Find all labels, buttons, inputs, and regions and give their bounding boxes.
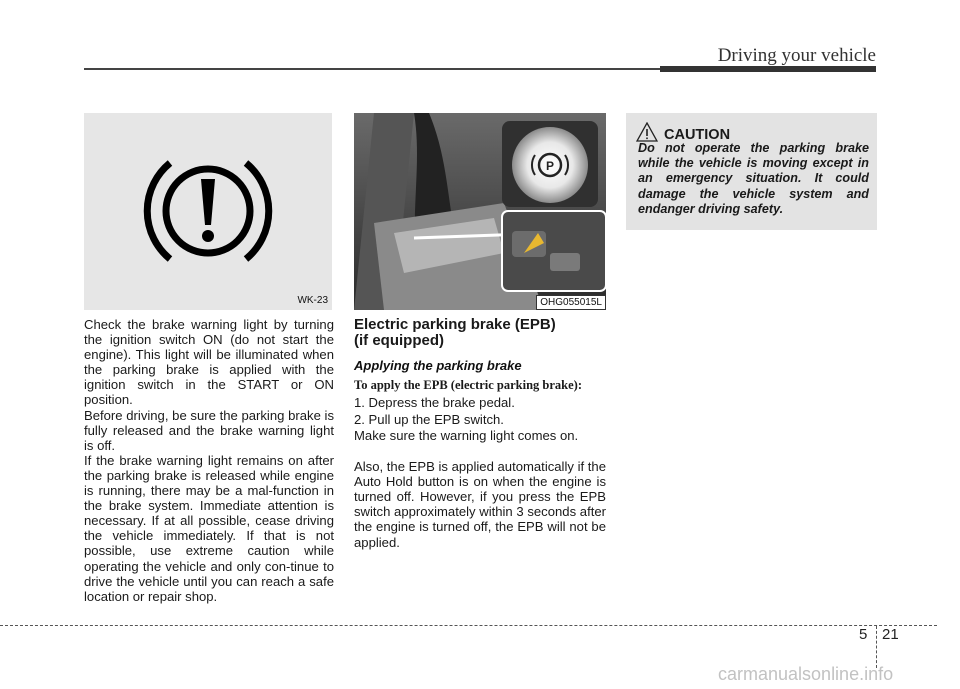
header-rule bbox=[84, 68, 660, 70]
paragraph: Before driving, be sure the parking brake is fully released and the brake warning light is off. bbox=[84, 407, 334, 453]
epb-switch-figure bbox=[354, 113, 606, 310]
paragraph: If the brake warning light remains on after the parking brake is released while engine is running, there may be a mal-function in the brake system. Immediate attention is necessary. If at all possible, cease driving the vehicle immediately. If that is not possible, use extreme caution while operating the vehicle and only con-tinue to drive the vehicle until you can reach a safe location or repair shop. bbox=[84, 452, 334, 604]
brake-warning-text bbox=[84, 317, 334, 604]
procedure-step: 1. Depress the brake pedal. bbox=[354, 395, 515, 410]
caution-header bbox=[636, 121, 730, 143]
epb-console-illustration bbox=[354, 113, 606, 310]
procedure-step: 2. Pull up the EPB switch. bbox=[354, 411, 504, 427]
svg-text:P: P bbox=[545, 159, 555, 173]
caution-text: Do not operate the parking brake while the vehicle is moving except in an emergency situation. It could damage the vehicle system and endanger driving safety. bbox=[638, 141, 869, 216]
page-number: 21 bbox=[882, 626, 899, 643]
section-title bbox=[354, 317, 606, 349]
header-rule-thick bbox=[660, 66, 876, 72]
paragraph: Also, the EPB is applied automatically if the Auto Hold button is on when the engine is turned off. However, if you press the EPB switch approximately within 3 seconds after the engine is turned off, the EPB will not be applied. bbox=[354, 458, 606, 550]
footer-rule bbox=[0, 625, 937, 626]
epb-section bbox=[354, 317, 606, 550]
caution-label: CAUTION bbox=[664, 127, 731, 143]
footer-divider bbox=[876, 626, 877, 668]
section-title-line: (if equipped) bbox=[354, 332, 444, 349]
procedure-intro: To apply the EPB (electric parking brake): bbox=[354, 378, 583, 392]
figure-caption: WK-23 bbox=[297, 295, 328, 306]
section-title-line: Electric parking brake (EPB) bbox=[354, 316, 556, 333]
figure-caption: OHG055015L bbox=[536, 295, 606, 310]
brake-warning-icon bbox=[84, 113, 332, 310]
chapter-number: 5 bbox=[859, 626, 868, 643]
caution-box bbox=[626, 113, 877, 230]
chapter-header-title: Driving your vehicle bbox=[717, 45, 876, 66]
paragraph: Check the brake warning light by turning the ignition switch ON (do not start the engine). This light will be illuminated when the parking brake is applied with the ignition switch in the START or ON position. bbox=[84, 317, 334, 408]
procedure-note: Make sure the warning light comes on. bbox=[354, 428, 579, 443]
watermark: carmanualsonline.info bbox=[718, 664, 894, 684]
warning-triangle-icon bbox=[636, 122, 658, 142]
section-subtitle: Applying the parking brake bbox=[354, 358, 522, 373]
brake-warning-light-figure bbox=[84, 113, 332, 310]
